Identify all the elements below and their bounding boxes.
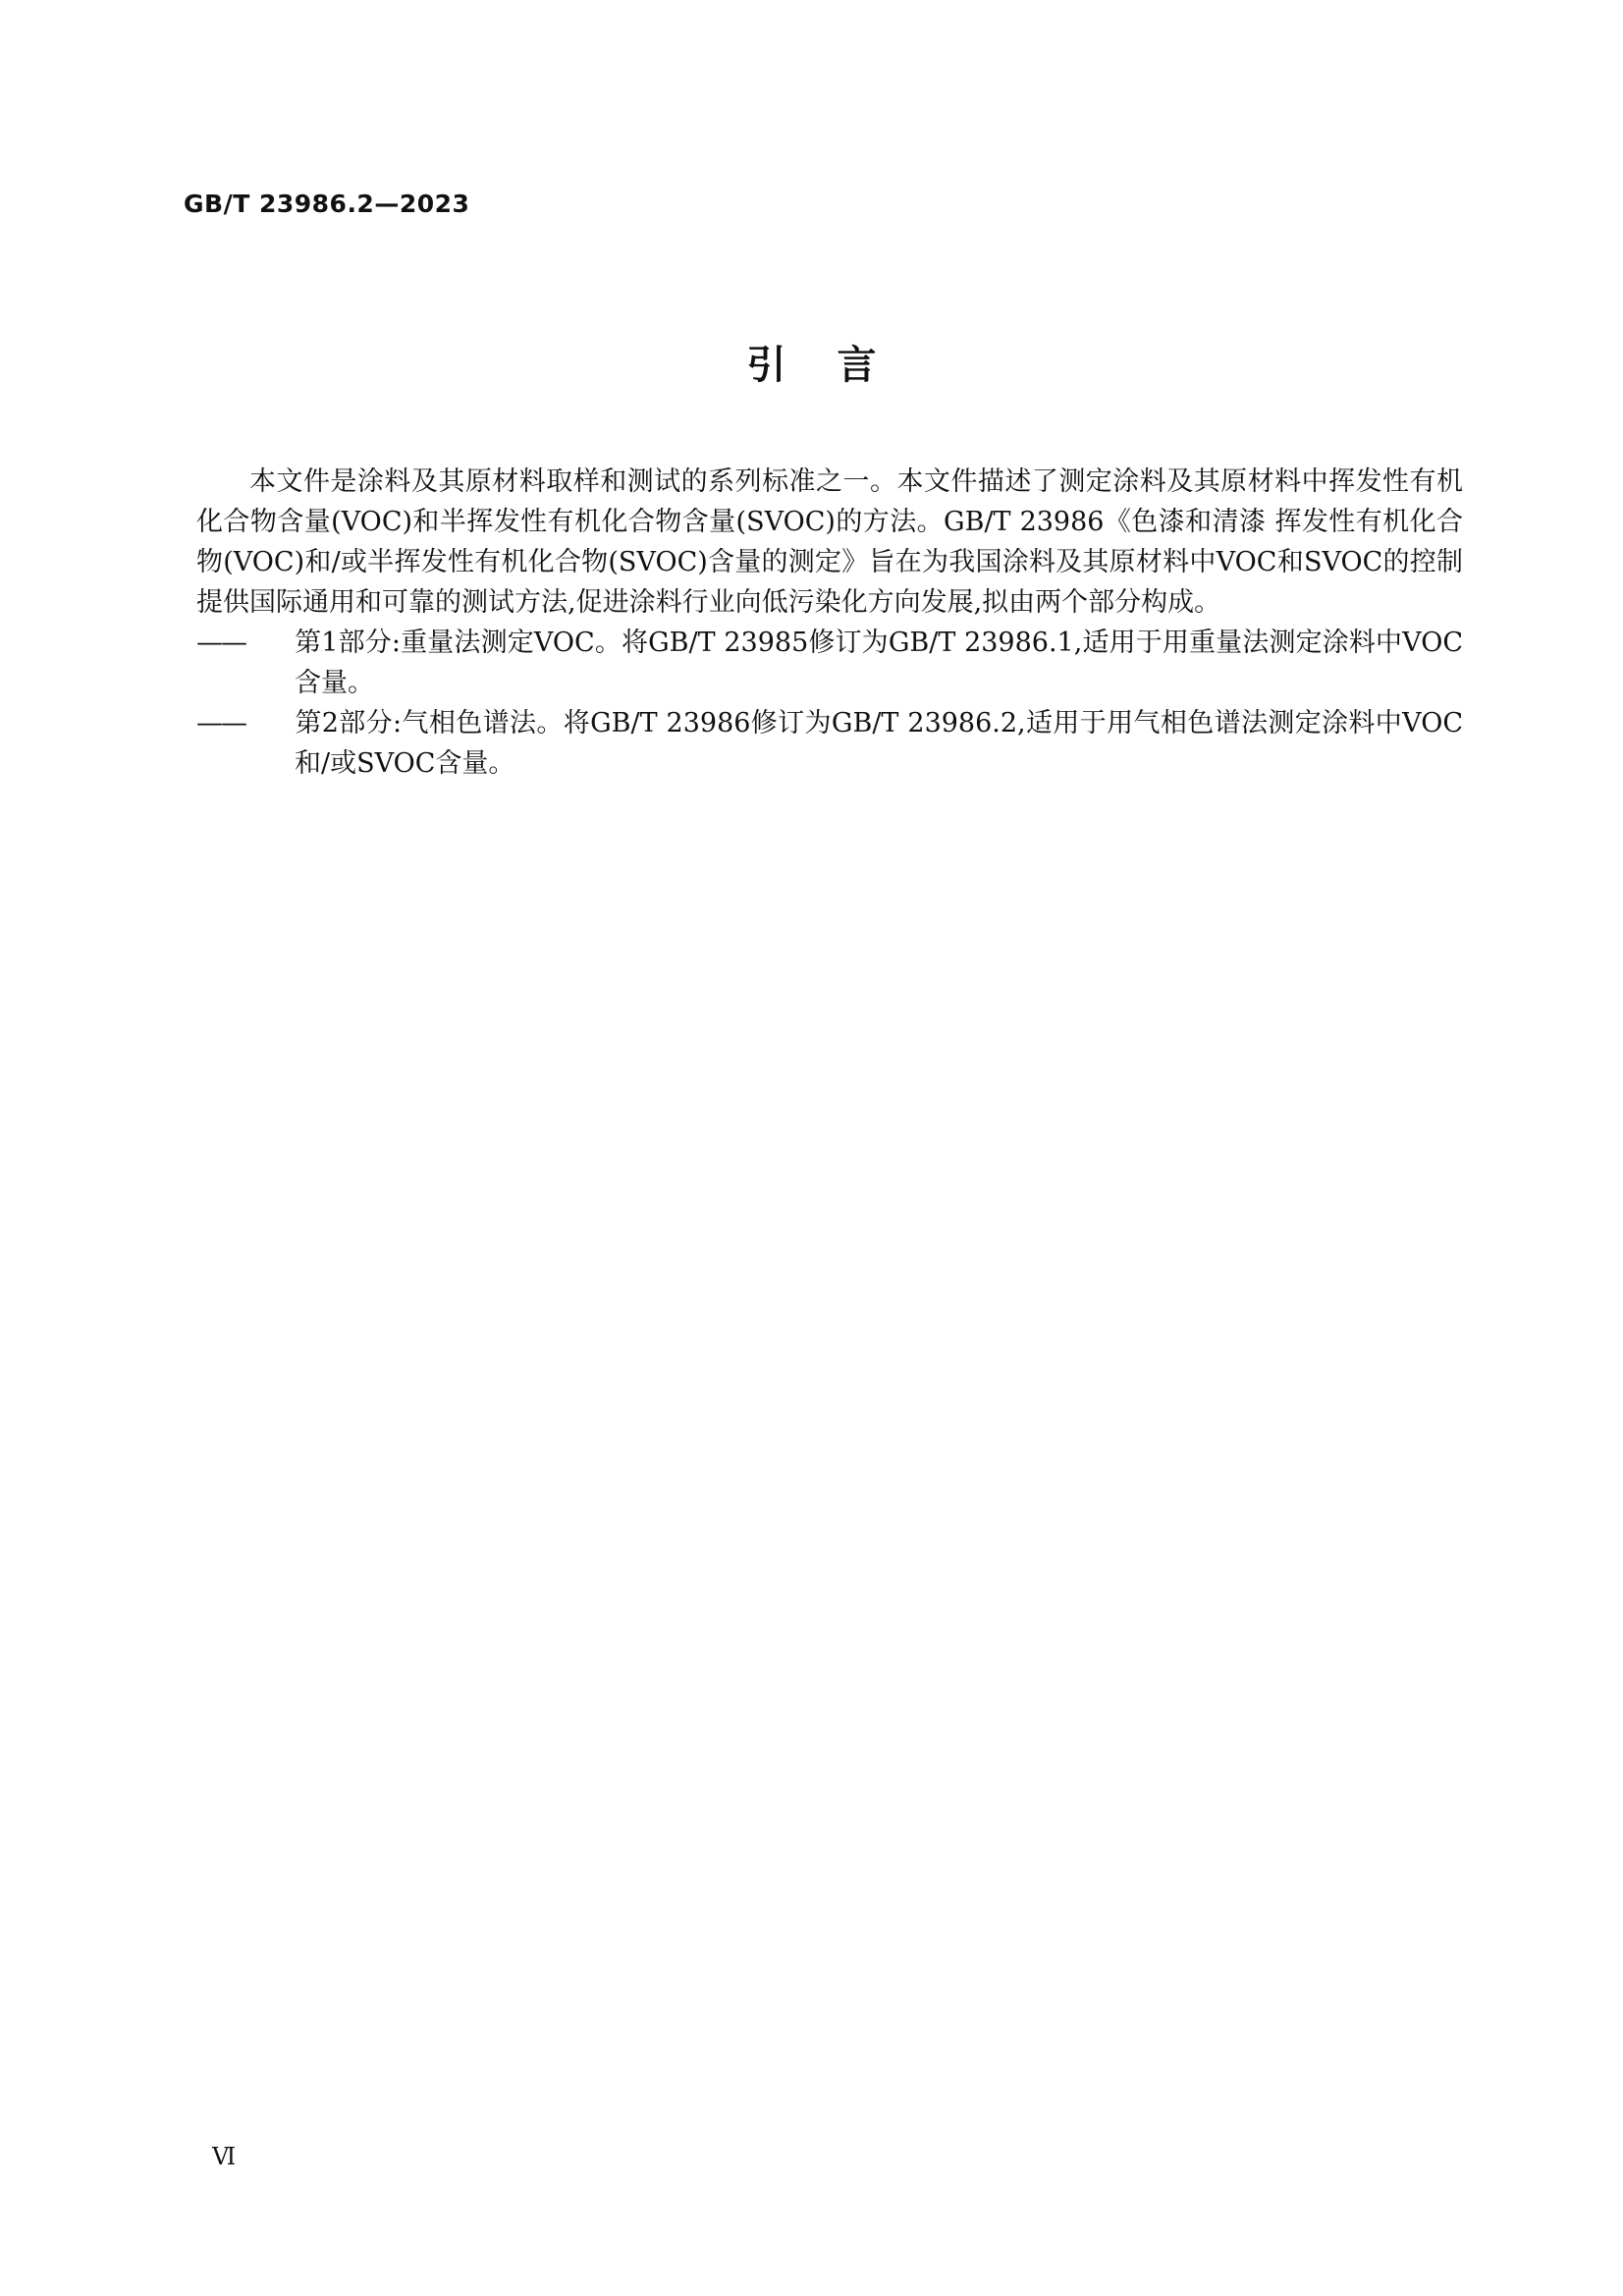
part-item-text: 第1部分:重量法测定VOC。将GB/T 23985修订为GB/T 23986.1,适用于用重量法测定涂料中VOC含量。 (295, 628, 1463, 698)
standard-code: GB/T 23986.2—2023 (184, 190, 470, 218)
part-item-1 (196, 623, 1463, 703)
dash-marker: —— (196, 708, 245, 738)
section-title: 引言 (746, 343, 928, 388)
page-number: Ⅵ (212, 2143, 237, 2170)
part-item-2 (196, 703, 1463, 784)
intro-paragraph: 本文件是涂料及其原材料取样和测试的系列标准之一。本文件描述了测定涂料及其原材料中挥发性有机化合物含量(VOC)和半挥发性有机化合物含量(SVOC)的方法。GB/T 23986《色漆和清漆 挥发性有机化合物(VOC)和/或半挥发性有机化合物(SVOC)含量的测定》旨在为我国涂料及其原材料中VOC和SVOC的控制提供国际通用和可靠的测试方法,促进涂料行业向低污染化方向发展,拟由两个部分构成。 (196, 466, 1463, 618)
document-body (196, 462, 1463, 784)
part-item-text: 第2部分:气相色谱法。将GB/T 23986修订为GB/T 23986.2,适用于用气相色谱法测定涂料中VOC和/或SVOC含量。 (295, 708, 1463, 779)
dash-marker: —— (196, 628, 245, 658)
